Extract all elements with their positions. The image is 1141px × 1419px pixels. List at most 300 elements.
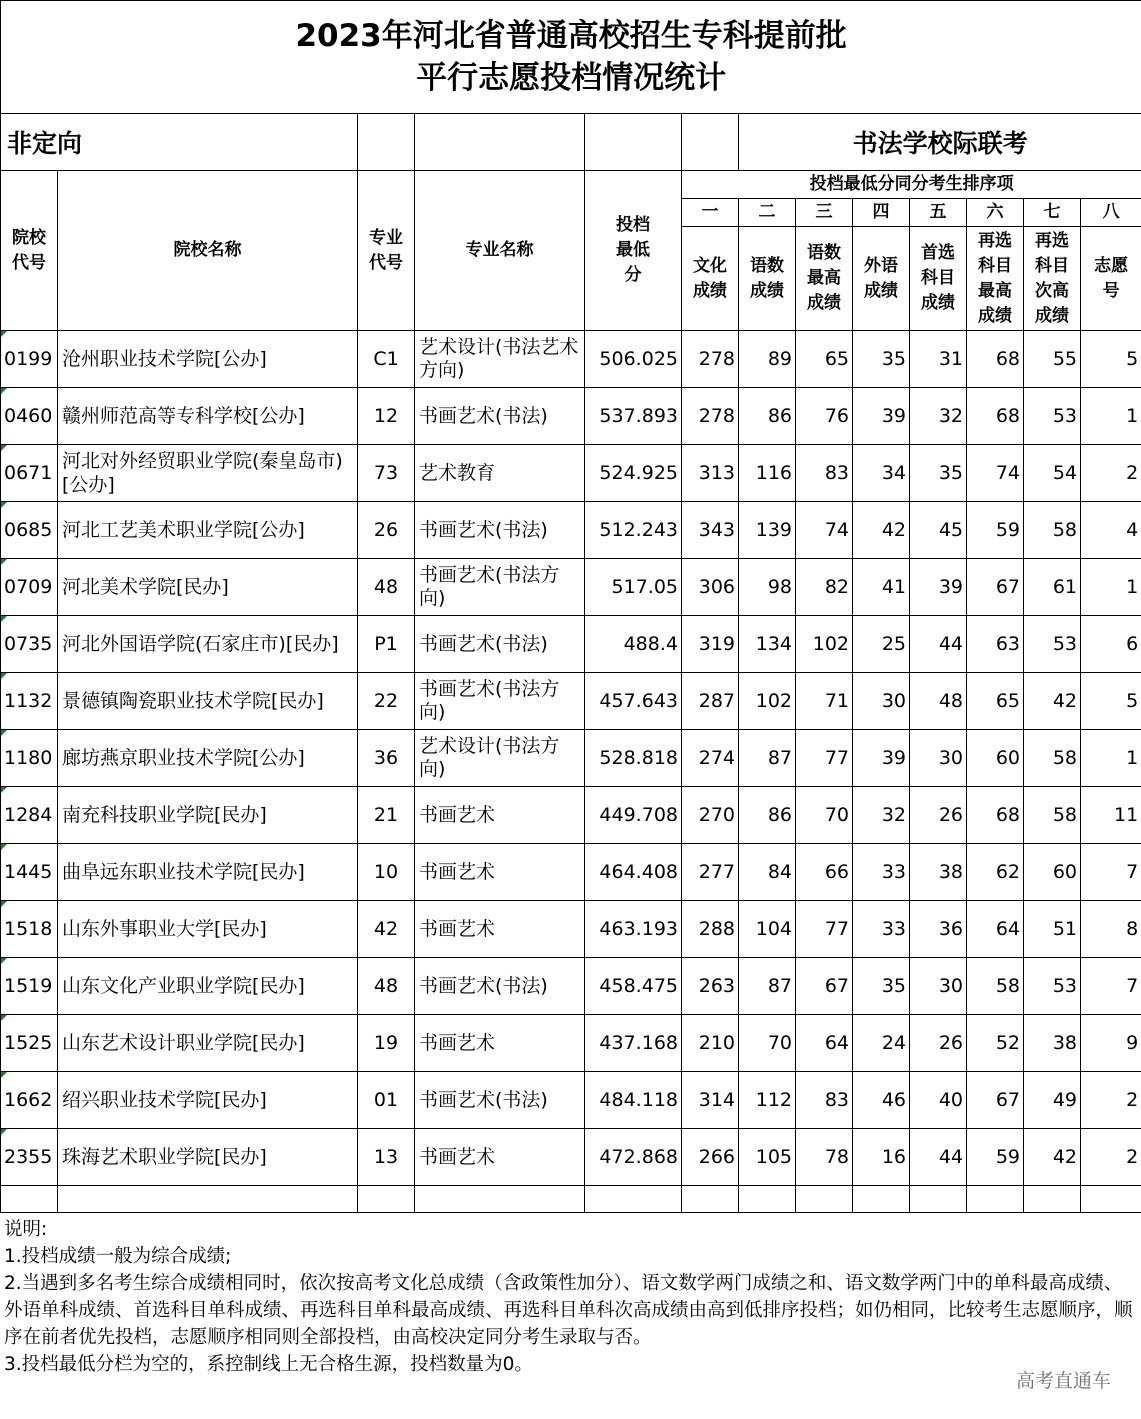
- culture-score-cell: [682, 388, 739, 445]
- chinese-math-score-cell: [739, 1072, 796, 1129]
- cell-marker-icon: [1, 445, 7, 451]
- choice-number-cell-text: 1: [1126, 576, 1139, 598]
- chinese-math-score-cell-text: 86: [767, 405, 792, 427]
- cell-marker-icon: [1, 901, 7, 907]
- culture-score-cell: [682, 616, 739, 673]
- col-school-name: 院校名称: [58, 171, 358, 331]
- chinese-math-score-cell-text: 87: [767, 975, 792, 997]
- school-code-cell-text: 1662: [4, 1089, 53, 1111]
- foreign-language-cell-text: 32: [881, 804, 906, 826]
- foreign-language-cell-text: 25: [881, 633, 906, 655]
- foreign-language-cell-text: 24: [881, 1032, 906, 1054]
- chinese-math-max-cell-text: 82: [824, 576, 849, 598]
- table-row: [1, 673, 1141, 730]
- chinese-math-max-cell-text: 66: [824, 861, 849, 883]
- rank-item: 志愿号: [1081, 227, 1141, 331]
- foreign-language-cell: [853, 388, 910, 445]
- min-score-cell: [585, 730, 682, 787]
- first-subject-cell-text: 38: [938, 861, 963, 883]
- chinese-math-max-cell: [796, 502, 853, 559]
- second-subject-next-cell: [1024, 388, 1081, 445]
- rank-item: 外语成绩: [853, 227, 910, 331]
- chinese-math-score-cell-text: 112: [755, 1089, 792, 1111]
- table-row: [1, 559, 1141, 616]
- chinese-math-score-cell-text: 70: [767, 1032, 792, 1054]
- second-subject-next-cell-text: 54: [1052, 462, 1077, 484]
- second-subject-max-cell-text: 68: [995, 405, 1020, 427]
- major-name-cell-text: 书画艺术: [419, 803, 496, 826]
- culture-score-cell-text: 319: [698, 633, 735, 655]
- major-code-cell-text: 48: [373, 975, 399, 997]
- school-code-cell-text: 1284: [4, 804, 53, 826]
- culture-score-cell: [682, 901, 739, 958]
- culture-score-cell-text: 278: [698, 405, 735, 427]
- rank-item: 文化成绩: [682, 227, 739, 331]
- school-code-cell-text: 0685: [4, 519, 53, 541]
- major-code-cell-text: 42: [373, 918, 399, 940]
- note-3: 3.投档最低分栏为空的，系控制线上无合格生源，投档数量为0。: [4, 1354, 533, 1375]
- school-code-cell-text: 1525: [4, 1032, 53, 1054]
- foreign-language-cell-text: 39: [881, 405, 906, 427]
- second-subject-max-cell: [967, 958, 1024, 1015]
- major-code-cell: [358, 1072, 415, 1129]
- school-name-cell: [58, 673, 358, 730]
- choice-number-cell-text: 7: [1126, 861, 1139, 883]
- major-code-cell: [358, 445, 415, 502]
- school-code-cell-text: 1180: [4, 747, 53, 769]
- school-code-cell-text: 0709: [4, 576, 53, 598]
- table-row: [1, 901, 1141, 958]
- second-subject-max-cell-text: 52: [995, 1032, 1020, 1054]
- foreign-language-cell-text: 46: [881, 1089, 906, 1111]
- school-name-cell-text: 河北美术学院[民办]: [62, 576, 229, 598]
- second-subject-next-cell: [1024, 673, 1081, 730]
- second-subject-max-cell: [967, 1015, 1024, 1072]
- chinese-math-max-cell-text: 70: [824, 804, 849, 826]
- second-subject-max-cell: [967, 388, 1024, 445]
- choice-number-cell: [1081, 787, 1141, 844]
- table-row: [1, 1072, 1141, 1129]
- foreign-language-cell-text: 33: [881, 918, 906, 940]
- culture-score-cell: [682, 502, 739, 559]
- culture-score-cell: [682, 1072, 739, 1129]
- culture-score-cell-text: 263: [698, 975, 735, 997]
- chinese-math-max-cell-text: 83: [824, 1089, 849, 1111]
- school-code-cell-text: 0460: [4, 405, 53, 427]
- culture-score-cell: [682, 787, 739, 844]
- first-subject-cell-text: 36: [938, 918, 963, 940]
- major-name-cell: [415, 1015, 585, 1072]
- min-score-cell: [585, 787, 682, 844]
- school-name-cell: [58, 958, 358, 1015]
- second-subject-next-cell: [1024, 331, 1081, 388]
- first-subject-cell-text: 44: [938, 633, 963, 655]
- school-name-cell-text: 南充科技职业学院[民办]: [62, 804, 267, 826]
- second-subject-max-cell-text: 60: [995, 747, 1020, 769]
- choice-number-cell: [1081, 1015, 1141, 1072]
- second-subject-next-cell-text: 42: [1052, 690, 1077, 712]
- second-subject-max-cell: [967, 901, 1024, 958]
- exam-type-label: 书法学校际联考: [739, 114, 1141, 171]
- foreign-language-cell-text: 42: [881, 519, 906, 541]
- choice-number-cell-text: 1: [1126, 747, 1139, 769]
- major-name-cell: [415, 616, 585, 673]
- min-score-cell: [585, 901, 682, 958]
- second-subject-max-cell: [967, 787, 1024, 844]
- school-code-cell-text: 1445: [4, 861, 53, 883]
- first-subject-cell: [910, 787, 967, 844]
- chinese-math-score-cell-text: 84: [767, 861, 792, 883]
- major-name-cell: [415, 445, 585, 502]
- cell-marker-icon: [1, 844, 7, 850]
- major-name-cell: [415, 673, 585, 730]
- foreign-language-cell-text: 41: [881, 576, 906, 598]
- table-row: [1, 1015, 1141, 1072]
- rank-number: 一: [682, 199, 739, 227]
- choice-number-cell-text: 2: [1126, 1146, 1139, 1168]
- chinese-math-score-cell-text: 89: [767, 348, 792, 370]
- first-subject-cell-text: 45: [938, 519, 963, 541]
- school-name-cell: [58, 502, 358, 559]
- cell-marker-icon: [1, 787, 7, 793]
- major-code-cell: [358, 730, 415, 787]
- culture-score-cell-text: 210: [698, 1032, 735, 1054]
- choice-number-cell-text: 9: [1126, 1032, 1139, 1054]
- table-row: [1, 787, 1141, 844]
- chinese-math-score-cell-text: 98: [767, 576, 792, 598]
- major-name-cell-text: 书画艺术(书法): [419, 518, 548, 541]
- chinese-math-score-cell: [739, 1015, 796, 1072]
- major-code-cell-text: 26: [373, 519, 399, 541]
- min-score-cell-text: 464.408: [599, 861, 678, 883]
- cell-marker-icon: [1, 673, 7, 679]
- major-name-cell: [415, 901, 585, 958]
- choice-number-cell: [1081, 730, 1141, 787]
- first-subject-cell: [910, 730, 967, 787]
- chinese-math-max-cell-text: 64: [824, 1032, 849, 1054]
- chinese-math-score-cell: [739, 559, 796, 616]
- second-subject-max-cell: [967, 673, 1024, 730]
- min-score-cell: [585, 559, 682, 616]
- foreign-language-cell: [853, 844, 910, 901]
- choice-number-cell: [1081, 901, 1141, 958]
- second-subject-max-cell: [967, 445, 1024, 502]
- first-subject-cell: [910, 1072, 967, 1129]
- rank-item: 语数最高成绩: [796, 227, 853, 331]
- foreign-language-cell: [853, 445, 910, 502]
- chinese-math-max-cell: [796, 787, 853, 844]
- min-score-cell-text: 458.475: [599, 975, 678, 997]
- second-subject-next-cell-text: 58: [1052, 519, 1077, 541]
- culture-score-cell-text: 274: [698, 747, 735, 769]
- second-subject-next-cell: [1024, 1072, 1081, 1129]
- second-subject-next-cell-text: 60: [1052, 861, 1077, 883]
- culture-score-cell: [682, 445, 739, 502]
- min-score-cell-text: 463.193: [599, 918, 678, 940]
- second-subject-next-cell: [1024, 730, 1081, 787]
- culture-score-cell-text: 287: [698, 690, 735, 712]
- table-row: [1, 616, 1141, 673]
- major-code-cell-text: P1: [374, 633, 398, 655]
- chinese-math-score-cell: [739, 844, 796, 901]
- chinese-math-score-cell-text: 104: [755, 918, 792, 940]
- empty-row: [1, 1186, 1141, 1213]
- title-line-2: 平行志愿投档情况统计: [416, 60, 727, 96]
- major-name-cell-text: 书画艺术: [419, 1031, 496, 1054]
- foreign-language-cell-text: 35: [881, 975, 906, 997]
- school-code-cell: [1, 730, 58, 787]
- second-subject-max-cell-text: 58: [995, 975, 1020, 997]
- table-row: [1, 1129, 1141, 1186]
- rank-item: 语数成绩: [739, 227, 796, 331]
- chinese-math-max-cell: [796, 1015, 853, 1072]
- chinese-math-score-cell: [739, 616, 796, 673]
- min-score-cell: [585, 958, 682, 1015]
- choice-number-cell-text: 2: [1126, 1089, 1139, 1111]
- chinese-math-score-cell-text: 86: [767, 804, 792, 826]
- school-code-cell: [1, 1015, 58, 1072]
- major-name-cell: [415, 730, 585, 787]
- second-subject-next-cell: [1024, 616, 1081, 673]
- first-subject-cell: [910, 1015, 967, 1072]
- major-code-cell-text: 01: [373, 1089, 399, 1111]
- school-name-cell-text: 山东艺术设计职业学院[民办]: [62, 1032, 305, 1054]
- major-name-cell-text: 书画艺术(书法方向): [419, 678, 560, 723]
- major-code-cell-text: 10: [373, 861, 399, 883]
- school-name-cell-text: 景德镇陶瓷职业技术学院[民办]: [62, 690, 324, 712]
- culture-score-cell: [682, 730, 739, 787]
- second-subject-next-cell-text: 55: [1052, 348, 1077, 370]
- foreign-language-cell: [853, 331, 910, 388]
- second-subject-next-cell: [1024, 901, 1081, 958]
- school-code-cell-text: 0199: [4, 348, 53, 370]
- cell-marker-icon: [1, 1072, 7, 1078]
- school-name-cell: [58, 331, 358, 388]
- chinese-math-max-cell: [796, 331, 853, 388]
- first-subject-cell-text: 26: [938, 804, 963, 826]
- school-code-cell-text: 1132: [4, 690, 53, 712]
- second-subject-next-cell: [1024, 958, 1081, 1015]
- major-name-cell: [415, 844, 585, 901]
- major-code-cell-text: 13: [373, 1146, 399, 1168]
- school-name-cell-text: 曲阜远东职业技术学院[民办]: [62, 861, 305, 883]
- school-code-cell: [1, 787, 58, 844]
- cell-marker-icon: [1, 1129, 7, 1135]
- choice-number-cell: [1081, 844, 1141, 901]
- table-row: [1, 502, 1141, 559]
- culture-score-cell: [682, 673, 739, 730]
- school-name-cell: [58, 1015, 358, 1072]
- choice-number-cell-text: 4: [1126, 519, 1139, 541]
- col-major-code: 专业代号: [358, 171, 415, 331]
- second-subject-max-cell-text: 68: [995, 348, 1020, 370]
- second-subject-next-cell: [1024, 1015, 1081, 1072]
- foreign-language-cell: [853, 958, 910, 1015]
- chinese-math-max-cell: [796, 901, 853, 958]
- culture-score-cell-text: 288: [698, 918, 735, 940]
- first-subject-cell-text: 32: [938, 405, 963, 427]
- cell-marker-icon: [1, 559, 7, 565]
- second-subject-max-cell: [967, 1072, 1024, 1129]
- chinese-math-max-cell: [796, 958, 853, 1015]
- choice-number-cell: [1081, 1129, 1141, 1186]
- school-code-cell: [1, 1129, 58, 1186]
- choice-number-cell: [1081, 502, 1141, 559]
- choice-number-cell: [1081, 958, 1141, 1015]
- choice-number-cell-text: 5: [1126, 348, 1139, 370]
- school-name-cell-text: 沧州职业技术学院[公办]: [62, 348, 267, 370]
- second-subject-next-cell: [1024, 844, 1081, 901]
- chinese-math-score-cell-text: 105: [755, 1146, 792, 1168]
- major-code-cell: [358, 1015, 415, 1072]
- second-subject-next-cell-text: 53: [1052, 405, 1077, 427]
- chinese-math-score-cell-text: 139: [755, 519, 792, 541]
- second-subject-next-cell-text: 53: [1052, 633, 1077, 655]
- major-code-cell: [358, 616, 415, 673]
- school-name-cell-text: 赣州师范高等专科学校[公办]: [62, 405, 305, 427]
- min-score-cell: [585, 1129, 682, 1186]
- second-subject-next-cell: [1024, 1129, 1081, 1186]
- chinese-math-max-cell-text: 77: [824, 918, 849, 940]
- second-subject-max-cell: [967, 331, 1024, 388]
- school-name-cell-text: 廊坊燕京职业技术学院[公办]: [62, 747, 305, 769]
- second-subject-next-cell-text: 53: [1052, 975, 1077, 997]
- chinese-math-score-cell-text: 116: [755, 462, 792, 484]
- min-score-cell-text: 449.708: [599, 804, 678, 826]
- major-code-cell-text: C1: [373, 348, 399, 370]
- second-subject-next-cell-text: 42: [1052, 1146, 1077, 1168]
- first-subject-cell: [910, 1129, 967, 1186]
- chinese-math-max-cell-text: 83: [824, 462, 849, 484]
- chinese-math-max-cell-text: 76: [824, 405, 849, 427]
- culture-score-cell: [682, 1129, 739, 1186]
- choice-number-cell-text: 8: [1126, 918, 1139, 940]
- rank-number: 三: [796, 199, 853, 227]
- first-subject-cell: [910, 673, 967, 730]
- min-score-cell: [585, 388, 682, 445]
- notes-heading: 说明:: [4, 1219, 48, 1240]
- major-name-cell-text: 书画艺术: [419, 860, 496, 883]
- cell-marker-icon: [1, 388, 7, 394]
- chinese-math-max-cell: [796, 1129, 853, 1186]
- chinese-math-score-cell: [739, 901, 796, 958]
- second-subject-max-cell-text: 65: [995, 690, 1020, 712]
- first-subject-cell-text: 44: [938, 1146, 963, 1168]
- chinese-math-score-cell: [739, 673, 796, 730]
- rank-number: 四: [853, 199, 910, 227]
- school-name-cell-text: 绍兴职业技术学院[民办]: [62, 1089, 267, 1111]
- chinese-math-score-cell: [739, 958, 796, 1015]
- culture-score-cell: [682, 331, 739, 388]
- choice-number-cell: [1081, 388, 1141, 445]
- note-1: 1.投档成绩一般为综合成绩;: [4, 1246, 232, 1267]
- rank-item: 再选科目次高成绩: [1024, 227, 1081, 331]
- min-score-cell-text: 437.168: [599, 1032, 678, 1054]
- culture-score-cell-text: 343: [698, 519, 735, 541]
- first-subject-cell-text: 48: [938, 690, 963, 712]
- major-code-cell: [358, 331, 415, 388]
- foreign-language-cell: [853, 730, 910, 787]
- chinese-math-max-cell: [796, 616, 853, 673]
- major-code-cell-text: 36: [373, 747, 399, 769]
- choice-number-cell-text: 6: [1126, 633, 1139, 655]
- culture-score-cell: [682, 1015, 739, 1072]
- school-code-cell: [1, 1072, 58, 1129]
- culture-score-cell: [682, 559, 739, 616]
- culture-score-cell-text: 278: [698, 348, 735, 370]
- chinese-math-score-cell: [739, 1129, 796, 1186]
- foreign-language-cell-text: 39: [881, 747, 906, 769]
- chinese-math-score-cell: [739, 502, 796, 559]
- school-code-cell-text: 1518: [4, 918, 53, 940]
- second-subject-next-cell-text: 58: [1052, 804, 1077, 826]
- culture-score-cell-text: 266: [698, 1146, 735, 1168]
- rank-item: 再选科目最高成绩: [967, 227, 1024, 331]
- min-score-cell-text: 484.118: [599, 1089, 678, 1111]
- choice-number-cell: [1081, 616, 1141, 673]
- first-subject-cell-text: 40: [938, 1089, 963, 1111]
- major-name-cell-text: 书画艺术(书法): [419, 404, 548, 427]
- table-row: [1, 844, 1141, 901]
- foreign-language-cell: [853, 616, 910, 673]
- chinese-math-score-cell: [739, 388, 796, 445]
- chinese-math-score-cell-text: 102: [755, 690, 792, 712]
- foreign-language-cell-text: 33: [881, 861, 906, 883]
- min-score-cell: [585, 502, 682, 559]
- foreign-language-cell: [853, 1015, 910, 1072]
- major-code-cell: [358, 787, 415, 844]
- first-subject-cell-text: 30: [938, 747, 963, 769]
- second-subject-max-cell: [967, 616, 1024, 673]
- rank-number: 五: [910, 199, 967, 227]
- major-code-cell: [358, 958, 415, 1015]
- table-row: [1, 388, 1141, 445]
- chinese-math-score-cell: [739, 730, 796, 787]
- cell-marker-icon: [1, 730, 7, 736]
- chinese-math-score-cell-text: 87: [767, 747, 792, 769]
- category-label: 非定向: [1, 114, 358, 171]
- second-subject-next-cell-text: 49: [1052, 1089, 1077, 1111]
- school-name-cell-text: 河北对外经贸职业学院(秦皇岛市)[公办]: [62, 450, 343, 496]
- chinese-math-max-cell-text: 78: [824, 1146, 849, 1168]
- major-code-cell: [358, 502, 415, 559]
- major-name-cell-text: 书画艺术: [419, 917, 496, 940]
- chinese-math-score-cell-text: 134: [755, 633, 792, 655]
- second-subject-max-cell: [967, 559, 1024, 616]
- major-code-cell: [358, 559, 415, 616]
- second-subject-next-cell: [1024, 787, 1081, 844]
- chinese-math-max-cell-text: 77: [824, 747, 849, 769]
- chinese-math-score-cell: [739, 787, 796, 844]
- school-name-cell: [58, 1129, 358, 1186]
- major-code-cell-text: 21: [373, 804, 399, 826]
- foreign-language-cell: [853, 1072, 910, 1129]
- col-rank-group: 投档最低分同分考生排序项: [682, 171, 1141, 199]
- min-score-cell-text: 457.643: [599, 690, 678, 712]
- school-name-cell: [58, 730, 358, 787]
- min-score-cell: [585, 445, 682, 502]
- second-subject-max-cell-text: 74: [995, 462, 1020, 484]
- second-subject-next-cell: [1024, 445, 1081, 502]
- second-subject-max-cell: [967, 502, 1024, 559]
- major-name-cell: [415, 1129, 585, 1186]
- school-name-cell-text: 山东文化产业职业学院[民办]: [62, 975, 305, 997]
- culture-score-cell-text: 270: [698, 804, 735, 826]
- major-name-cell: [415, 388, 585, 445]
- rank-item: 首选科目成绩: [910, 227, 967, 331]
- first-subject-cell-text: 35: [938, 462, 963, 484]
- table-row: [1, 958, 1141, 1015]
